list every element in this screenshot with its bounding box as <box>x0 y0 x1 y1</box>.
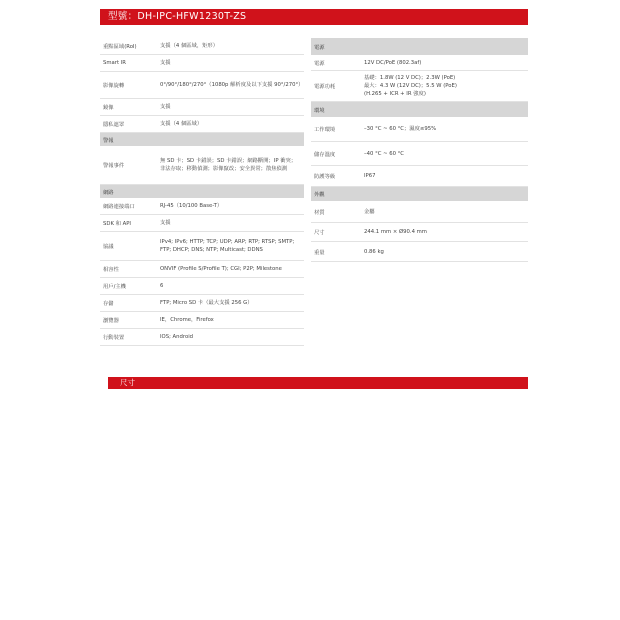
spec-key: 影像旋轉 <box>103 83 125 89</box>
spec-key: 協議 <box>103 244 114 250</box>
spec-row <box>311 242 528 262</box>
spec-key: 尺寸 <box>314 230 325 236</box>
spec-value: 支援 <box>160 220 171 226</box>
spec-row <box>100 99 304 116</box>
spec-value: RJ-45（10/100 Base-T） <box>160 203 223 209</box>
spec-value: 無 SD 卡；SD 卡錯誤；SD 卡錯誤；網路斷開；IP 衝突；非法存取；移動偵測；影像竄改；安全異常；散焦偵測 <box>160 158 297 172</box>
spec-row <box>100 312 304 329</box>
spec-key: 存儲 <box>103 301 114 307</box>
section-header: 網路 <box>100 185 304 198</box>
spec-row <box>100 295 304 312</box>
spec-value: 0.86 kg <box>364 248 384 255</box>
spec-key: 重量 <box>314 249 325 256</box>
spec-value: FTP; Micro SD 卡（最大支援 256 G） <box>160 300 253 306</box>
spec-key: 警報事件 <box>103 163 125 169</box>
spec-key: 隱私遮罩 <box>103 122 125 128</box>
section-header: 外觀 <box>311 187 528 201</box>
spec-key: 電源功耗 <box>314 84 336 90</box>
spec-row <box>311 223 528 242</box>
spec-table-left <box>100 38 304 346</box>
spec-value: 244.1 mm × Ø90.4 mm <box>364 229 427 235</box>
spec-value: 0°/90°/180°/270°（1080p 解析度及以下支援 90°/270°） <box>160 82 304 88</box>
spec-row <box>311 201 528 223</box>
spec-key: 重點區域(RoI) <box>103 44 137 50</box>
spec-key: 用戶/主機 <box>103 284 126 290</box>
spec-row <box>100 198 304 215</box>
spec-value: 支援 <box>160 104 171 110</box>
spec-key: Smart IR <box>103 60 126 66</box>
spec-table-right <box>311 38 528 262</box>
spec-row <box>100 232 304 261</box>
spec-key: 工作環境 <box>314 127 336 133</box>
dimension-title: 尺寸 <box>116 377 154 389</box>
spec-row <box>100 55 304 72</box>
spec-value: IP67 <box>364 173 376 179</box>
spec-key: 相容性 <box>103 267 119 273</box>
section-header: 環境 <box>311 102 528 117</box>
spec-value: IE，Chrome，Firefox <box>160 317 214 323</box>
model-title-bar <box>100 9 528 25</box>
spec-row <box>311 117 528 142</box>
spec-key: 儲存溫度 <box>314 151 336 158</box>
section-header: 電源 <box>311 38 528 55</box>
spec-row <box>100 146 304 185</box>
spec-row <box>100 72 304 99</box>
spec-value: –40 °C ~ 60 °C <box>364 150 404 157</box>
spec-row <box>100 215 304 232</box>
spec-value: IPv4; IPv6; HTTP; TCP; UDP; ARP; RTP; RTSP; SMTP; FTP; DHCP; DNS; NTP; Multicast; DDNS <box>160 239 295 253</box>
spec-key: 電源 <box>314 60 325 67</box>
spec-row <box>100 329 304 346</box>
spec-key: 材質 <box>314 209 325 216</box>
spec-key: 瀏覽器 <box>103 318 119 324</box>
spec-row <box>100 278 304 295</box>
spec-key: 鏡像 <box>103 105 114 111</box>
spec-row <box>311 166 528 187</box>
spec-key: SDK 和 API <box>103 221 131 227</box>
spec-value: 12V DC/PoE (802.3af) <box>364 59 422 66</box>
section-header: 警報 <box>100 133 304 146</box>
spec-row <box>311 142 528 166</box>
spec-value: 支援（4 個區域，矩形） <box>160 43 219 49</box>
spec-row <box>311 71 528 102</box>
model-title: 型號：DH-IPC-HFW1230T-ZS <box>108 11 247 22</box>
spec-row <box>100 116 304 133</box>
spec-value: 6 <box>160 283 164 289</box>
spec-value: 基礎：1.8W (12 V DC)；2.3W (PoE) 最大：4.3 W (12V DC)；5.5 W (PoE) (H.265 + ICR + IR 強度) <box>364 75 457 97</box>
spec-value: –30 °C ~ 60 °C；濕度≤95% <box>364 126 437 132</box>
spec-value: 金屬 <box>364 208 375 215</box>
dimension-header-bar <box>108 377 528 389</box>
spec-value: 支援（4 個區域） <box>160 121 203 127</box>
dimension-drawing <box>0 390 620 620</box>
spec-row <box>100 38 304 55</box>
spec-row <box>311 55 528 71</box>
spec-key: 網路連接端口 <box>103 204 135 210</box>
spec-value: IOS; Android <box>160 334 194 340</box>
spec-row <box>100 261 304 278</box>
spec-key: 防護等級 <box>314 174 336 180</box>
spec-key: 行動裝置 <box>103 335 125 341</box>
spec-value: 支援 <box>160 60 171 66</box>
spec-value: ONVIF (Profile S/Profile T); CGI; P2P; Milestone <box>160 266 282 272</box>
